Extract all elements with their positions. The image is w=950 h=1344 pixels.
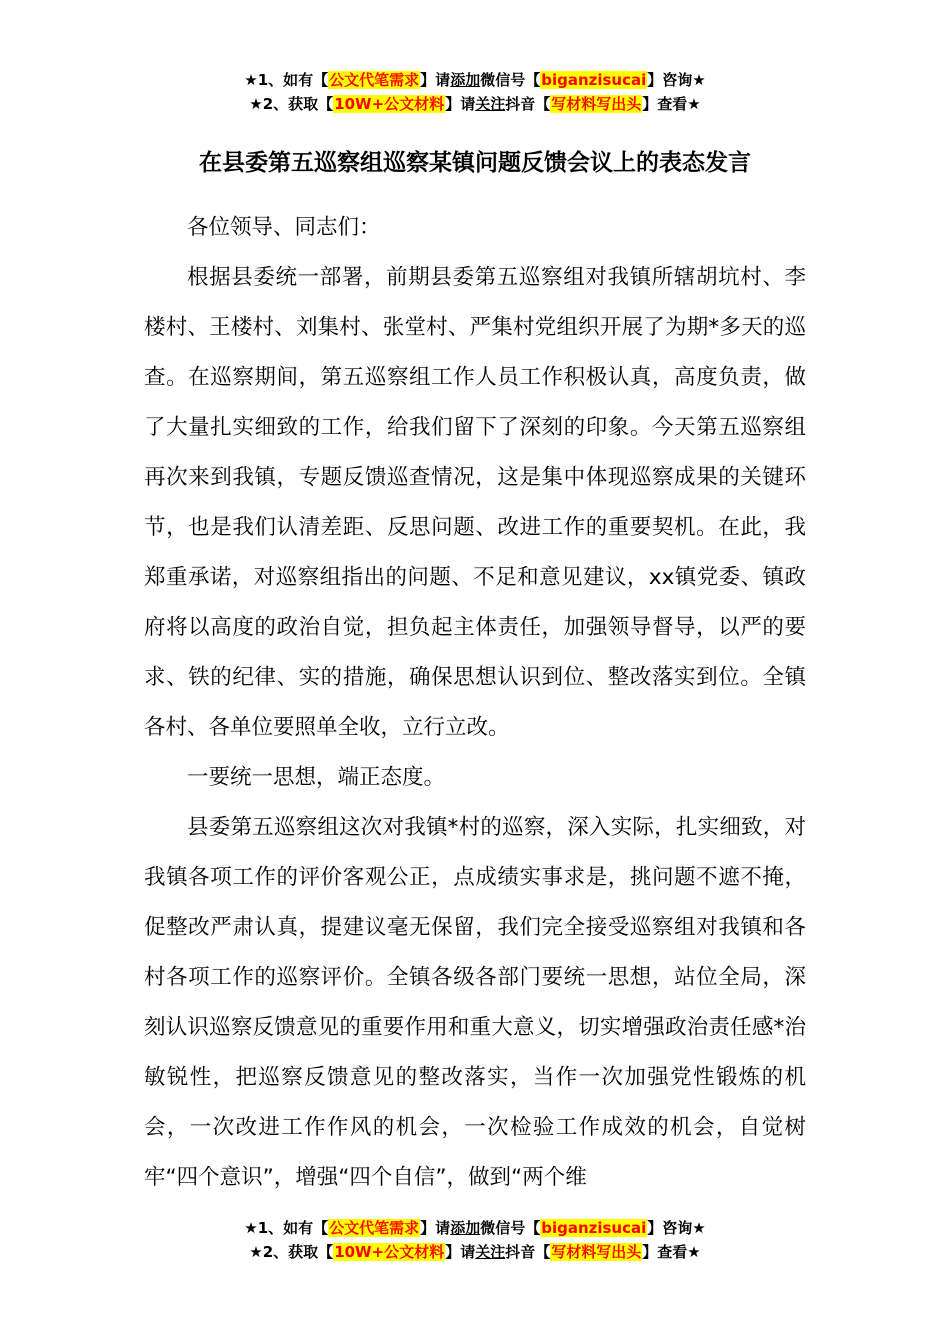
banner-text: 】请 <box>445 1243 476 1261</box>
banner-text: 】请 <box>445 95 476 113</box>
bottom-banner <box>0 1216 950 1264</box>
banner-underline: 添加 <box>450 1219 481 1237</box>
banner-text: 】查看★ <box>642 95 701 113</box>
banner-highlight: biganzisucai <box>541 71 647 89</box>
banner-text: ★2、获取【 <box>249 95 334 113</box>
banner-highlight: 写材料写出头 <box>551 95 642 113</box>
banner-line-1 <box>0 1216 950 1240</box>
banner-text: 】请 <box>420 71 451 89</box>
banner-text: 微信号【 <box>480 71 541 89</box>
banner-underline: 关注 <box>475 95 506 113</box>
banner-highlight: 10W+公文材料 <box>334 1243 445 1261</box>
salutation: 各位领导、同志们： <box>187 215 381 240</box>
banner-text: 】请 <box>420 1219 451 1237</box>
banner-text: 】查看★ <box>642 1243 701 1261</box>
banner-line-2 <box>0 1240 950 1264</box>
banner-underline: 添加 <box>450 71 481 89</box>
banner-text: ★2、获取【 <box>249 1243 334 1261</box>
banner-text: 微信号【 <box>480 1219 541 1237</box>
section-heading: 一要统一思想，端正态度。 <box>187 765 446 790</box>
banner-text: 】咨询★ <box>647 71 706 89</box>
banner-text: ★1、如有【 <box>244 71 329 89</box>
banner-highlight: 公文代笔需求 <box>329 71 420 89</box>
document-title: 在县委第五巡察组巡察某镇问题反馈会议上的表态发言 <box>199 150 751 176</box>
banner-line-1 <box>0 68 950 92</box>
banner-highlight: 写材料写出头 <box>551 1243 642 1261</box>
banner-text: 】咨询★ <box>647 1219 706 1237</box>
banner-highlight: biganzisucai <box>541 1219 647 1237</box>
banner-line-2 <box>0 92 950 116</box>
document-body <box>144 203 806 1203</box>
paragraph: 根据县委统一部署，前期县委第五巡察组对我镇所辖胡坑村、李楼村、王楼村、刘集村、张堂村、严集村党组织开展了为期*多天的巡查。在巡察期间，第五巡察组工作人员工作积极认真，高度负责，做了大量扎实细致的工作，给我们留下了深刻的印象。今天第五巡察组再次来到我镇，专题反馈巡查情况，这是集中体现巡察成果的关键环节，也是我们认清差距、反思问题、改进工作的重要契机。在此，我郑重承诺，对巡察组指出的问题、不足和意见建议，xx镇党委、镇政府将以高度的政治自觉，担负起主体责任，加强领导督导，以严的要求、铁的纪律、实的措施，确保思想认识到位、整改落实到位。全镇各村、各单位要照单全收，立行立改。 <box>144 265 806 740</box>
banner-underline: 关注 <box>475 1243 506 1261</box>
banner-highlight: 10W+公文材料 <box>334 95 445 113</box>
banner-text: 抖音【 <box>505 95 551 113</box>
banner-highlight: 公文代笔需求 <box>329 1219 420 1237</box>
banner-text: 抖音【 <box>505 1243 551 1261</box>
banner-text: ★1、如有【 <box>244 1219 329 1237</box>
paragraph: 县委第五巡察组这次对我镇*村的巡察，深入实际，扎实细致，对我镇各项工作的评价客观公正，点成绩实事求是，挑问题不遮不掩，促整改严肃认真，提建议毫无保留，我们完全接受巡察组对我镇和各村各项工作的巡察评价。全镇各级各部门要统一思想，站位全局，深刻认识巡察反馈意见的重要作用和重大意义，切实增强政治责任感*治敏锐性，把巡察反馈意见的整改落实，当作一次加强党性锻炼的机会，一次改进工作作风的机会，一次检验工作成效的机会，自觉树牢“四个意识”，增强“四个自信”，做到“两个维 <box>144 815 806 1190</box>
top-banner <box>0 68 950 116</box>
